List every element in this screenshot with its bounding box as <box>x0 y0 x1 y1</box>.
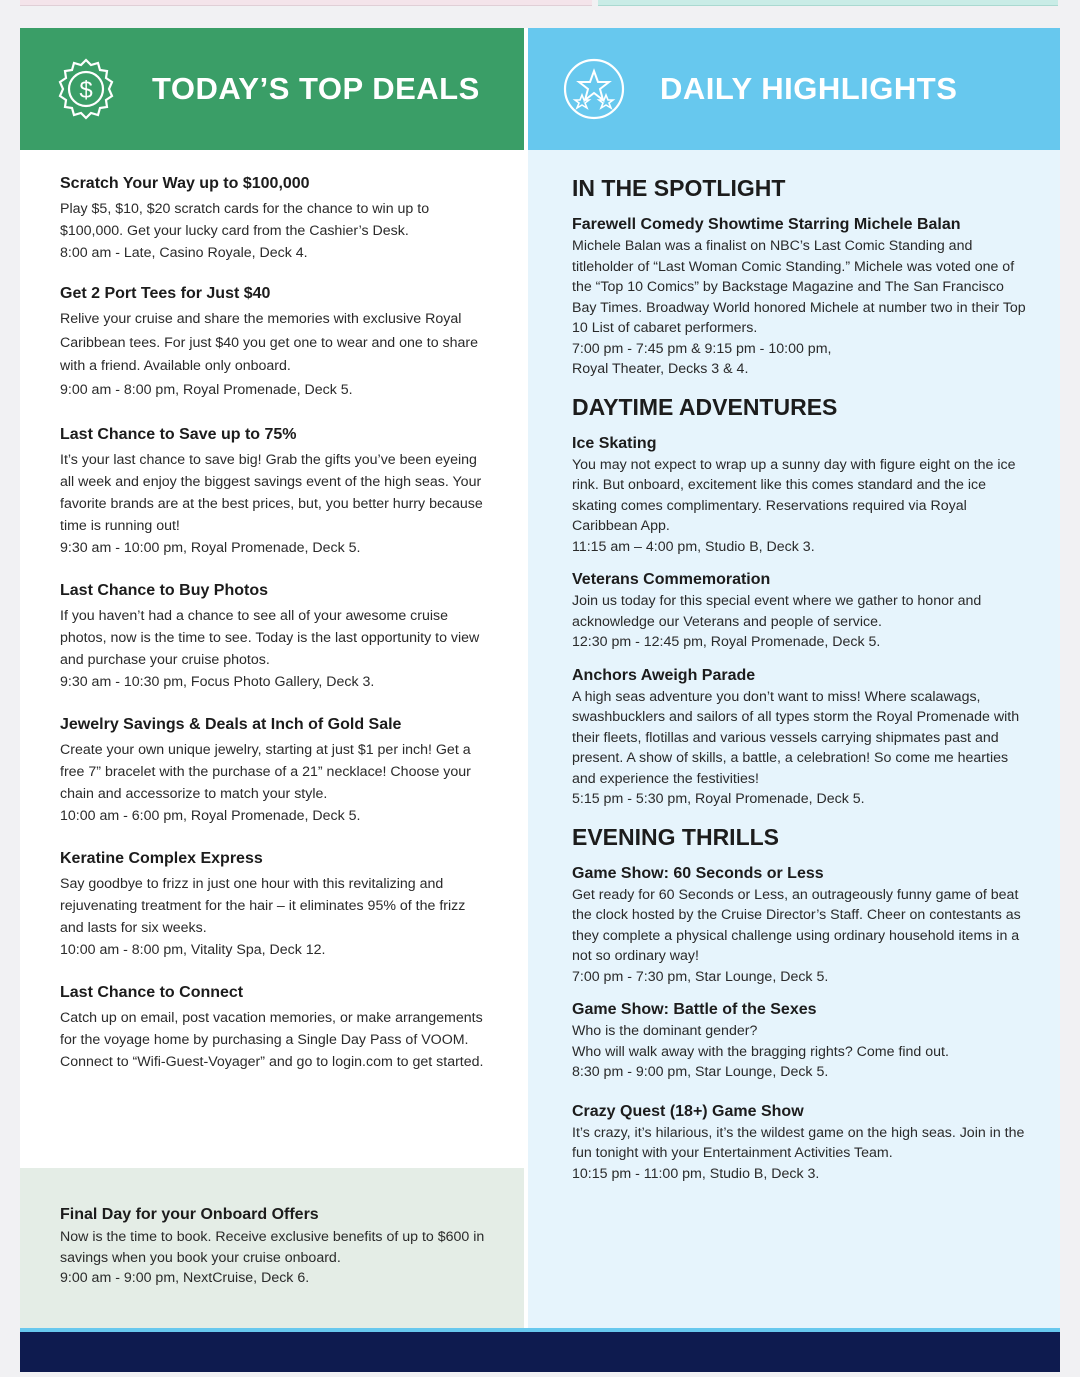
flyer-page <box>20 28 1060 1372</box>
top-deals-column <box>20 28 524 1328</box>
daily-highlights-title: DAILY HIGHLIGHTS <box>660 71 958 106</box>
deal-time: 9:00 am - 8:00 pm, Royal Promenade, Deck 5. <box>60 381 353 398</box>
section-heading: EVENING THRILLS <box>572 823 780 850</box>
highlight-item <box>572 1000 1030 1083</box>
highlight-item <box>572 215 1030 380</box>
footer-band <box>20 1328 1060 1372</box>
deal-time: 10:00 am - 6:00 pm, Royal Promenade, Deck 5. <box>60 807 361 824</box>
deal-description: Play $5, $10, $20 scratch cards for the chance to win up to $100,000. Get your lucky card from the Cashier’s Desk. <box>60 201 430 239</box>
top-deals-header <box>20 28 524 150</box>
daily-highlights-column <box>528 28 1060 1328</box>
final-offer-description: Now is the time to book. Receive exclusive benefits of up to $600 in savings when you book your cruise onboard. <box>60 1229 485 1266</box>
highlight-title: Game Show: Battle of the Sexes <box>572 1001 817 1018</box>
svg-text:$: $ <box>79 77 93 104</box>
deal-description: Say goodbye to frizz in just one hour with this revitalizing and rejuvenating treatment for the hair – it eliminates 95% of the frizz and lasts for six weeks. <box>60 875 466 936</box>
highlight-description: Michele Balan was a finalist on NBC’s Last Comic Standing and titleholder of “Last Woman Comic Standing.” Michele was voted one of the “Top 10 Comics” by Backstage Magazine and The San Francisco Bay Times. Broadway World honored Michele at number two in their Top 10 List of cabaret performers. <box>572 238 1026 336</box>
deal-title: Last Chance to Save up to 75% <box>60 425 297 443</box>
deal-item <box>60 174 488 264</box>
top-strip-right <box>598 0 1058 6</box>
highlight-location: Royal Theater, Decks 3 & 4. <box>572 361 749 377</box>
deal-title: Get 2 Port Tees for Just $40 <box>60 285 271 302</box>
dollar-badge-icon <box>54 57 118 121</box>
deal-time: 8:00 am - Late, Casino Royale, Deck 4. <box>60 245 308 261</box>
deal-time: 9:30 am - 10:00 pm, Royal Promenade, Deck 5. <box>60 539 361 556</box>
highlight-time: 10:15 pm - 11:00 pm, Studio B, Deck 3. <box>572 1165 820 1182</box>
deal-time: 10:00 am - 8:00 pm, Vitality Spa, Deck 12. <box>60 941 326 958</box>
highlight-title: Crazy Quest (18+) Game Show <box>572 1102 804 1120</box>
top-deals-title: TODAY’S TOP DEALS <box>152 71 480 106</box>
deal-description: Relive your cruise and share the memories with exclusive Royal Caribbean tees. For just $40 you get one to wear and one to share with a friend. Available only onboard. <box>60 311 479 374</box>
section-spotlight <box>572 174 1030 380</box>
top-strip-left <box>20 0 592 6</box>
highlight-description: Join us today for this special event where we gather to honor and acknowledge our Veterans and people of service. <box>572 593 982 630</box>
deal-time: 9:30 am - 10:30 pm, Focus Photo Gallery, Deck 3. <box>60 673 375 690</box>
highlights-list <box>528 150 1060 1184</box>
deal-title: Last Chance to Buy Photos <box>60 581 269 599</box>
highlight-time: 5:15 pm - 5:30 pm, Royal Promenade, Deck 5. <box>572 791 865 807</box>
deal-description: Create your own unique jewelry, starting at just $1 per inch! Get a free 7” bracelet with the purchase of a 21” necklace! Choose your chain and accessorize to match your style. <box>60 741 471 802</box>
section-evening <box>572 823 1030 1185</box>
daily-highlights-header <box>528 28 1060 150</box>
section-heading: DAYTIME ADVENTURES <box>572 393 838 420</box>
deal-item <box>60 715 488 827</box>
final-offer-time: 9:00 am - 9:00 pm, NextCruise, Deck 6. <box>60 1270 310 1286</box>
deal-item <box>60 983 488 1073</box>
highlight-description-2: Who will walk away with the bragging rights? Come find out. <box>572 1043 949 1060</box>
deal-title: Jewelry Savings & Deals at Inch of Gold Sale <box>60 715 402 733</box>
deal-item <box>60 849 488 961</box>
highlight-title: Veterans Commemoration <box>572 571 771 588</box>
highlight-time: 7:00 pm - 7:30 pm, Star Lounge, Deck 5. <box>572 968 829 985</box>
highlight-time: 11:15 am – 4:00 pm, Studio B, Deck 3. <box>572 538 815 555</box>
stars-circle-icon <box>562 57 626 121</box>
highlight-description: Who is the dominant gender? <box>572 1023 758 1039</box>
highlight-title: Anchors Aweigh Parade <box>572 666 756 684</box>
deal-title: Keratine Complex Express <box>60 849 263 867</box>
highlight-item <box>572 570 1030 653</box>
highlight-item <box>572 1102 1030 1185</box>
highlight-title: Ice Skating <box>572 434 657 452</box>
highlight-item <box>572 864 1030 988</box>
highlight-item <box>572 666 1030 810</box>
deal-item <box>60 425 488 559</box>
highlight-title: Game Show: 60 Seconds or Less <box>572 864 824 882</box>
highlight-item <box>572 434 1030 558</box>
section-daytime <box>572 393 1030 810</box>
deals-list <box>20 150 524 1073</box>
highlight-title: Farewell Comedy Showtime Starring Michele Balan <box>572 216 961 233</box>
highlight-time: 7:00 pm - 7:45 pm & 9:15 pm - 10:00 pm, <box>572 340 832 357</box>
highlight-description: A high seas adventure you don’t want to miss! Where scalawags, swashbucklers and sailors of all types storm the Royal Promenade with their fleets, flotillas and various vessels carrying shipmates past and present. A show of skills, a battle, a celebration! So come me hearties and experience the festivities! <box>572 688 1020 787</box>
highlight-time: 8:30 pm - 9:00 pm, Star Lounge, Deck 5. <box>572 1064 829 1080</box>
deal-item <box>60 284 488 401</box>
section-heading: IN THE SPOTLIGHT <box>572 175 786 201</box>
deal-description: It’s your last chance to save big! Grab the gifts you’ve been eyeing all week and enjoy the biggest savings event of the high seas. Your favorite brands are at the best prices, but, you better hurry because time is running out! <box>60 451 483 534</box>
deal-item <box>60 581 488 693</box>
final-offer-box <box>20 1168 524 1328</box>
deal-title: Last Chance to Connect <box>60 983 244 1001</box>
highlight-description: Get ready for 60 Seconds or Less, an outrageously funny game of beat the clock hosted by the Cruise Director’s Staff. Cheer on contestants as they complete a physical challenge using ordinary household items in a not so ordinary way! <box>572 886 1021 964</box>
highlight-description: It’s crazy, it’s hilarious, it’s the wildest game on the high seas. Join in the fun tonight with your Entertainment Activities Team. <box>572 1124 1025 1161</box>
final-offer-title: Final Day for your Onboard Offers <box>60 1206 319 1223</box>
highlight-time: 12:30 pm - 12:45 pm, Royal Promenade, Deck 5. <box>572 634 881 650</box>
highlight-description: You may not expect to wrap up a sunny day with figure eight on the ice rink. But onboard, excitement like this comes standard and the ice skating comes complimentary. Reservations required via Royal Caribbean App. <box>572 456 1016 534</box>
deal-description: If you haven’t had a chance to see all of your awesome cruise photos, now is the time to see. Today is the last opportunity to view and purchase your cruise photos. <box>60 607 480 668</box>
deal-description: Catch up on email, post vacation memories, or make arrangements for the voyage home by purchasing a Single Day Pass of VOOM. Connect to “Wifi-Guest-Voyager” and go to login.com to get started. <box>60 1009 484 1070</box>
deal-title: Scratch Your Way up to $100,000 <box>60 175 310 192</box>
